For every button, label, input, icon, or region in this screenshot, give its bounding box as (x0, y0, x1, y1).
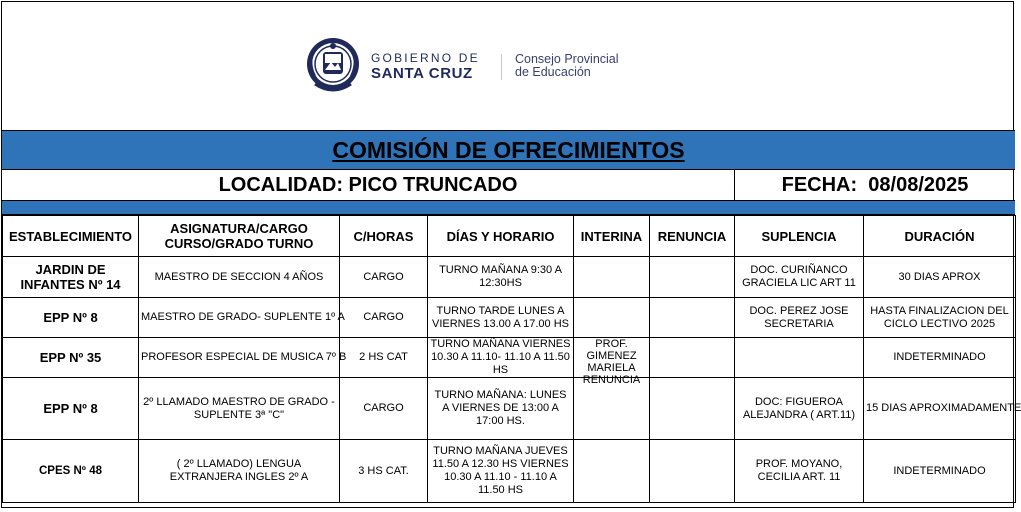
cell-horas: CARGO (340, 378, 428, 440)
cell-dias: TURNO MAÑANA JUEVES 11.50 A 12.30 HS VIERNES 10.30 A 11.10 - 11.10 A 11.50 HS (428, 440, 574, 503)
government-line-1: GOBIERNO DE (371, 51, 480, 65)
cell-asignatura: MAESTRO DE SECCION 4 AÑOS (139, 257, 340, 298)
col-horas: C/HORAS (340, 216, 428, 257)
cell-renuncia (650, 440, 735, 503)
cell-dias: TURNO TARDE LUNES A VIERNES 13.00 A 17.00 HS (428, 298, 574, 338)
cell-asignatura: 2º LLAMADO MAESTRO DE GRADO - SUPLENTE 3ª "C" (139, 378, 340, 440)
cell-duracion: 30 DIAS APROX (864, 257, 1016, 298)
cell-interina (574, 257, 650, 298)
col-renuncia: RENUNCIA (650, 216, 735, 257)
cell-interina (574, 378, 650, 440)
title-band (2, 130, 1015, 170)
council-name (515, 53, 619, 79)
cell-horas: 3 HS CAT. (340, 440, 428, 503)
header-row (3, 216, 1016, 257)
cell-interina-text: PROF. GIMENEZ MARIELA RENUNCIA (582, 338, 641, 386)
cell-suplencia: DOC. PEREZ JOSE SECRETARIA (735, 298, 864, 338)
cell-renuncia (650, 257, 735, 298)
col-asignatura-line-1: ASIGNATURA/CARGO (170, 221, 308, 236)
letterhead-divider (501, 54, 502, 80)
cell-duracion: INDETERMINADO (864, 440, 1016, 503)
council-line-1: Consejo Provincial (515, 52, 619, 66)
table-row (3, 338, 1016, 378)
cell-dias: TURNO MAÑANA VIERNES 10.30 A 11.10- 11.10 A 11.50 HS (428, 338, 574, 378)
government-name (371, 52, 480, 81)
cell-horas: CARGO (340, 257, 428, 298)
separator-band (2, 201, 1015, 215)
cell-suplencia (735, 338, 864, 378)
col-asignatura-line-2: CURSO/GRADO TURNO (164, 236, 314, 251)
cell-duracion: 15 DIAS APROXIMADAMENTE (864, 378, 1016, 440)
cell-establecimiento: JARDIN DE INFANTES Nº 14 (3, 257, 139, 298)
table-row (3, 440, 1016, 503)
col-establecimiento: ESTABLECIMIENTO (3, 216, 139, 257)
cell-interina (574, 338, 650, 386)
document-frame (1, 1, 1021, 508)
government-seal-logo (305, 34, 361, 98)
cell-suplencia: DOC. CURIÑANCO GRACIELA LIC ART 11 (735, 257, 864, 298)
cell-interina (574, 298, 650, 338)
col-duracion: DURACIÓN (864, 216, 1016, 257)
cell-renuncia (650, 338, 735, 378)
col-dias: DÍAS Y HORARIO (428, 216, 574, 257)
table-row (3, 298, 1016, 338)
offers-table (2, 215, 1021, 503)
letterhead (2, 2, 1015, 129)
cell-horas: CARGO (340, 298, 428, 338)
locality-date-row (2, 170, 1015, 201)
cell-dias: TURNO MAÑANA 9:30 A 12:30HS (428, 257, 574, 298)
table-row (3, 378, 1016, 440)
cell-establecimiento: EPP Nº 35 (3, 338, 139, 378)
col-suplencia: SUPLENCIA (735, 216, 864, 257)
table-row (3, 257, 1016, 298)
cell-establecimiento: CPES Nº 48 (3, 440, 139, 503)
cell-asignatura: MAESTRO DE GRADO- SUPLENTE 1º A (139, 298, 340, 338)
cell-duracion: HASTA FINALIZACION DEL CICLO LECTIVO 2025 (864, 298, 1016, 338)
cell-renuncia (650, 378, 735, 440)
col-interina: INTERINA (574, 216, 650, 257)
cell-suplencia: PROF. MOYANO, CECILIA ART. 11 (735, 440, 864, 503)
cell-interina (574, 440, 650, 503)
cell-suplencia: DOC: FIGUEROA ALEJANDRA ( ART.11) (735, 378, 864, 440)
date-label: FECHA: 08/08/2025 (781, 173, 969, 196)
government-line-2: SANTA CRUZ (371, 65, 473, 82)
locality-label: LOCALIDAD: PICO TRUNCADO (2, 170, 735, 200)
cell-establecimiento: EPP Nº 8 (3, 378, 139, 440)
cell-establecimiento: EPP Nº 8 (3, 298, 139, 338)
council-line-2: de Educación (515, 65, 591, 79)
cell-duracion: INDETERMINADO (864, 338, 1016, 378)
cell-renuncia (650, 298, 735, 338)
cell-dias: TURNO MAÑANA: LUNES A VIERNES DE 13:00 A 17:00 HS. (428, 378, 574, 440)
cell-horas: 2 HS CAT (340, 338, 428, 378)
document-title: COMISIÓN DE OFRECIMIENTOS (332, 136, 685, 163)
cell-asignatura: ( 2º LLAMADO) LENGUA EXTRANJERA INGLES 2º A (139, 440, 340, 503)
col-asignatura (139, 216, 340, 257)
cell-asignatura: PROFESOR ESPECIAL DE MUSICA 7º B (139, 338, 340, 378)
